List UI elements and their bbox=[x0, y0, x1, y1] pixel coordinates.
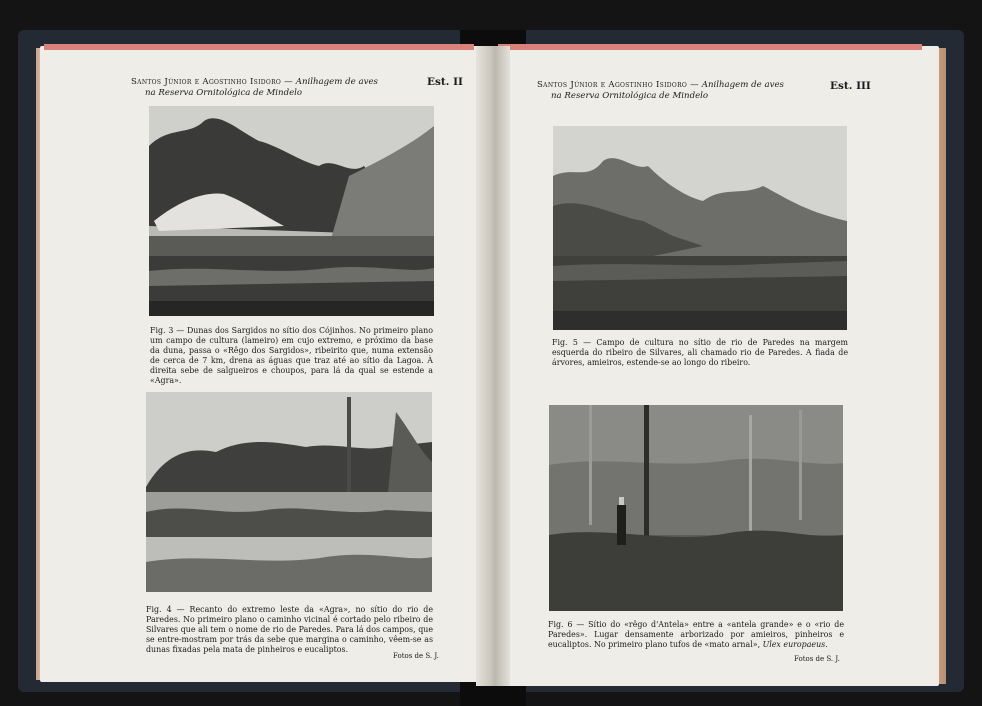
fig4-caption: Fig. 4 — Recanto do extremo leste da «Agra», no sítio do rio de Paredes. No primeiro plano o caminho vicinal é cortado pelo ribeiro de Silvares que ali tem o nome de rio de Paredes. Para lá dos campos, que se entre-mostram por trás da sebe que margina o caminho, vêem-se as dunas fixadas pela mata de pinheiros e eucaliptos. bbox=[146, 605, 433, 654]
left-page-header bbox=[131, 77, 391, 99]
plate-number: Est. II bbox=[427, 76, 463, 88]
header-subtitle: na Reserva Ornitológica de Mindelo bbox=[551, 91, 709, 101]
header-title: Anilhagem de aves bbox=[701, 80, 784, 90]
photo-credit: Fotos de S. J. bbox=[794, 655, 840, 663]
fig3-caption: Fig. 3 — Dunas dos Sargidos no sítio dos Cójinhos. No primeiro plano um campo de cultura (lameiro) em cujo extremo, e próximo da base da duna, passa o «Rêgo dos Sargidos», ribeirito que, numa extensão de cerca de 7 km, drena as águas que traz até ao sítio da Lagoa. À direita sebe de salgueiros e choupos, para lá da qual se estende a «Agra». bbox=[150, 326, 433, 385]
header-authors: Santos Júnior e Agostinho Isidoro — bbox=[537, 80, 700, 90]
left-page-red-edge bbox=[44, 44, 474, 50]
right-page-header bbox=[537, 80, 797, 102]
photo-fig5-field bbox=[553, 126, 847, 330]
plate-number: Est. III bbox=[830, 80, 871, 92]
fig6-caption-species: Ulex europaeus. bbox=[762, 640, 828, 649]
photo-fig6-woods bbox=[549, 405, 843, 611]
header-subtitle: na Reserva Ornitológica de Mindelo bbox=[145, 88, 303, 98]
fig6-caption bbox=[548, 620, 844, 650]
header-authors: Santos Júnior e Agostinho Isidoro — bbox=[131, 77, 294, 87]
fig5-caption: Fig. 5 — Campo de cultura no sítio de rio de Paredes na margem esquerda do ribeiro de Silvares, ali chamado rio de Paredes. A fiada de árvores, amieiros, estende-se ao longo do ribeiro. bbox=[552, 338, 848, 367]
header-title: Anilhagem de aves bbox=[295, 77, 378, 87]
fig6-caption-text: Fig. 6 — Sítio do «rêgo d'Antela» entre a «antela grande» e o «rio de Paredes». Lugar densamente arborizado por amieiros, pinheiros e eucaliptos. No primeiro plano tufos de «mato arnal», bbox=[548, 620, 844, 649]
book-gutter bbox=[476, 46, 510, 686]
photo-fig4-agra bbox=[146, 392, 432, 592]
photo-credit: Fotos de S. J. bbox=[393, 652, 439, 660]
right-page-red-edge bbox=[498, 44, 922, 50]
photo-fig3-dunes bbox=[149, 106, 434, 316]
